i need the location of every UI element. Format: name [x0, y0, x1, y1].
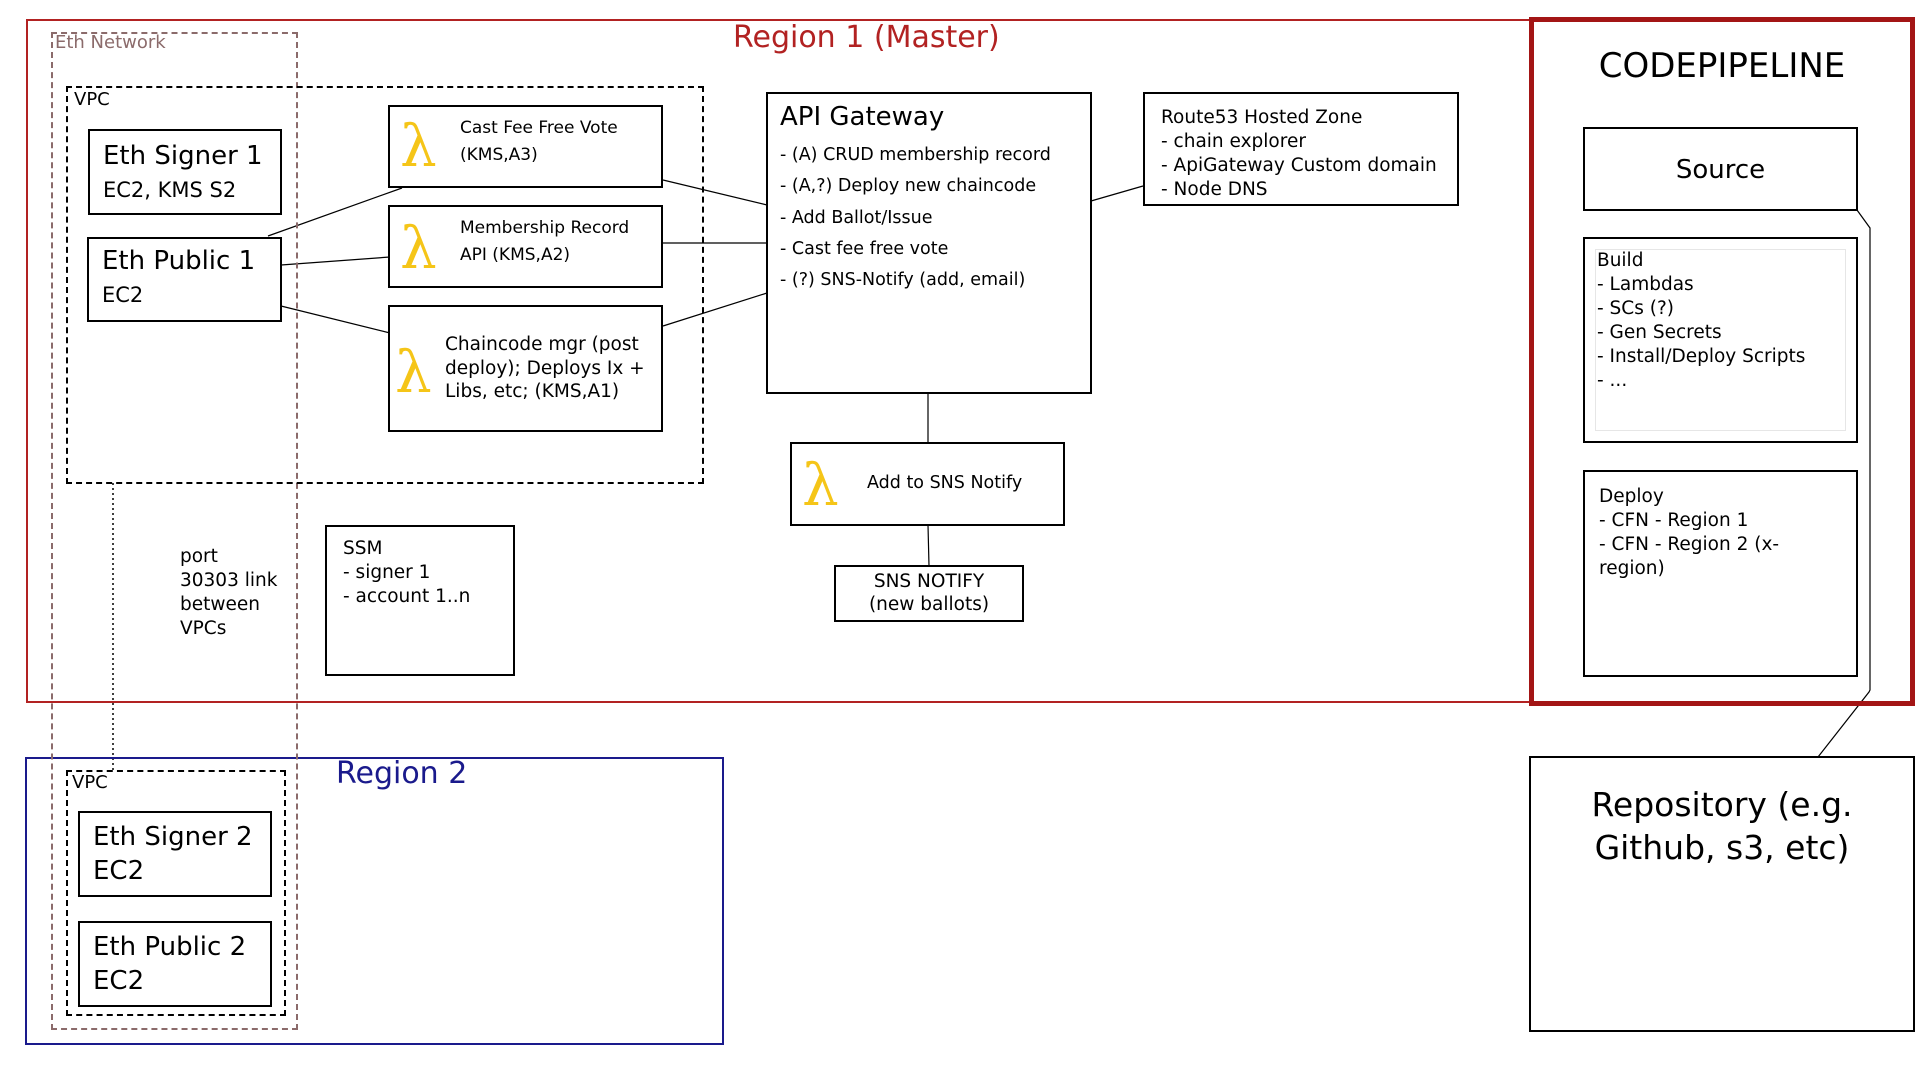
deploy-text	[1599, 485, 1779, 581]
build-item: - Install/Deploy Scripts	[1597, 346, 1806, 368]
eth-signer-2-sub: EC2	[93, 855, 145, 886]
vpc-region-1-label: VPC	[74, 89, 110, 110]
route53-title: Route53 Hosted Zone	[1161, 107, 1363, 128]
lambda-chaincode-mgr-label	[445, 333, 645, 404]
route53-item: - ApiGateway Custom domain	[1161, 155, 1437, 177]
api-gateway-item: - Add Ballot/Issue	[780, 207, 933, 228]
route53-item: - Node DNS	[1161, 179, 1268, 201]
lambda-label-line: Membership Record	[460, 218, 630, 238]
codepipeline-build	[1583, 237, 1858, 443]
lambda-label-line: (KMS,A3)	[460, 145, 538, 166]
lambda-label-line: Cast Fee Free Vote	[460, 118, 618, 138]
port-link-note	[180, 545, 277, 641]
port-note-line: VPCs	[180, 618, 227, 640]
api-gateway-item: - (?) SNS-Notify (add, email)	[780, 270, 1026, 291]
build-item: - Lambdas	[1597, 274, 1694, 296]
repository-line: Github, s3, etc)	[1594, 827, 1850, 867]
ssm-text	[343, 537, 470, 609]
eth-public-1-sub: EC2	[102, 283, 144, 307]
eth-signer-1	[88, 129, 282, 215]
api-gateway-title: API Gateway	[780, 102, 945, 132]
api-gateway-item: - Cast fee free vote	[780, 238, 949, 259]
lambda-label-line: Chaincode mgr (post	[445, 334, 639, 355]
build-item: - ...	[1597, 370, 1628, 392]
repository	[1529, 756, 1915, 1032]
deploy-title: Deploy	[1599, 486, 1664, 507]
lambda-chaincode-mgr	[388, 305, 663, 432]
lambda-icon: λ	[400, 214, 437, 282]
ssm-parameter-store	[325, 525, 515, 676]
lambda-label-line: deploy); Deploys Ix +	[445, 357, 645, 379]
eth-public-1	[87, 237, 282, 322]
route53-text	[1161, 106, 1437, 202]
eth-public-2-title: Eth Public 2	[93, 932, 247, 962]
region-2-title: Region 2	[336, 756, 468, 791]
eth-signer-1-sub: EC2, KMS S2	[103, 178, 237, 202]
lambda-membership-record-label	[460, 215, 629, 269]
lambda-membership-record-api	[388, 205, 663, 288]
eth-signer-1-title: Eth Signer 1	[103, 141, 263, 171]
deploy-item: - CFN - Region 2 (x-	[1599, 534, 1780, 556]
deploy-item: region)	[1599, 558, 1665, 580]
region-1-title: Region 1 (Master)	[733, 20, 1000, 55]
build-item: - Gen Secrets	[1597, 322, 1722, 344]
codepipeline-source	[1583, 127, 1858, 211]
lambda-cast-fee-free-vote-label	[460, 115, 618, 169]
route53-hosted-zone	[1143, 92, 1459, 206]
deploy-item: - CFN - Region 1	[1599, 510, 1749, 532]
lambda-icon: λ	[395, 338, 432, 406]
repository-line: Repository (e.g.	[1591, 785, 1853, 824]
lambda-icon: λ	[400, 112, 437, 180]
build-title: Build	[1597, 250, 1644, 271]
ssm-item: - account 1..n	[343, 586, 471, 608]
lambda-icon: λ	[802, 451, 839, 519]
eth-network-label: Eth Network	[55, 32, 166, 53]
eth-public-2-sub: EC2	[93, 965, 145, 996]
eth-public-2	[78, 921, 272, 1007]
repository-text	[1531, 784, 1913, 870]
lambda-label-line: API (KMS,A2)	[460, 245, 571, 266]
sns-notify-line: (new ballots)	[868, 594, 990, 616]
codepipeline-source-label: Source	[1675, 155, 1766, 185]
sns-notify	[834, 565, 1024, 622]
sns-notify-line: SNS NOTIFY	[873, 571, 985, 592]
eth-signer-2	[78, 811, 272, 897]
lambda-add-to-sns-notify	[790, 442, 1065, 526]
build-item: - SCs (?)	[1597, 298, 1674, 320]
lambda-add-to-sns-label: Add to SNS Notify	[867, 473, 1023, 493]
route53-item: - chain explorer	[1161, 131, 1306, 153]
ssm-item: - signer 1	[343, 562, 431, 584]
ssm-title: SSM	[343, 538, 383, 559]
api-gateway	[766, 92, 1092, 394]
eth-public-2-text	[93, 931, 246, 999]
port-note-line: 30303 link	[180, 570, 278, 592]
build-text	[1597, 249, 1805, 393]
lambda-label-line: Libs, etc; (KMS,A1)	[445, 381, 620, 403]
eth-signer-2-title: Eth Signer 2	[93, 822, 253, 852]
lambda-cast-fee-free-vote	[388, 105, 663, 188]
port-note-line: between	[180, 594, 260, 616]
codepipeline-deploy	[1583, 470, 1858, 677]
sns-notify-text	[836, 570, 1022, 617]
port-note-line: port	[180, 546, 218, 567]
api-gateway-list	[780, 140, 1051, 296]
api-gateway-item: - (A,?) Deploy new chaincode	[780, 176, 1037, 197]
eth-public-1-title: Eth Public 1	[102, 246, 256, 276]
api-gateway-item: - (A) CRUD membership record	[780, 145, 1051, 165]
eth-signer-2-text	[93, 821, 253, 889]
vpc-region-2-label: VPC	[72, 772, 108, 793]
codepipeline-title: CODEPIPELINE	[1598, 46, 1846, 86]
